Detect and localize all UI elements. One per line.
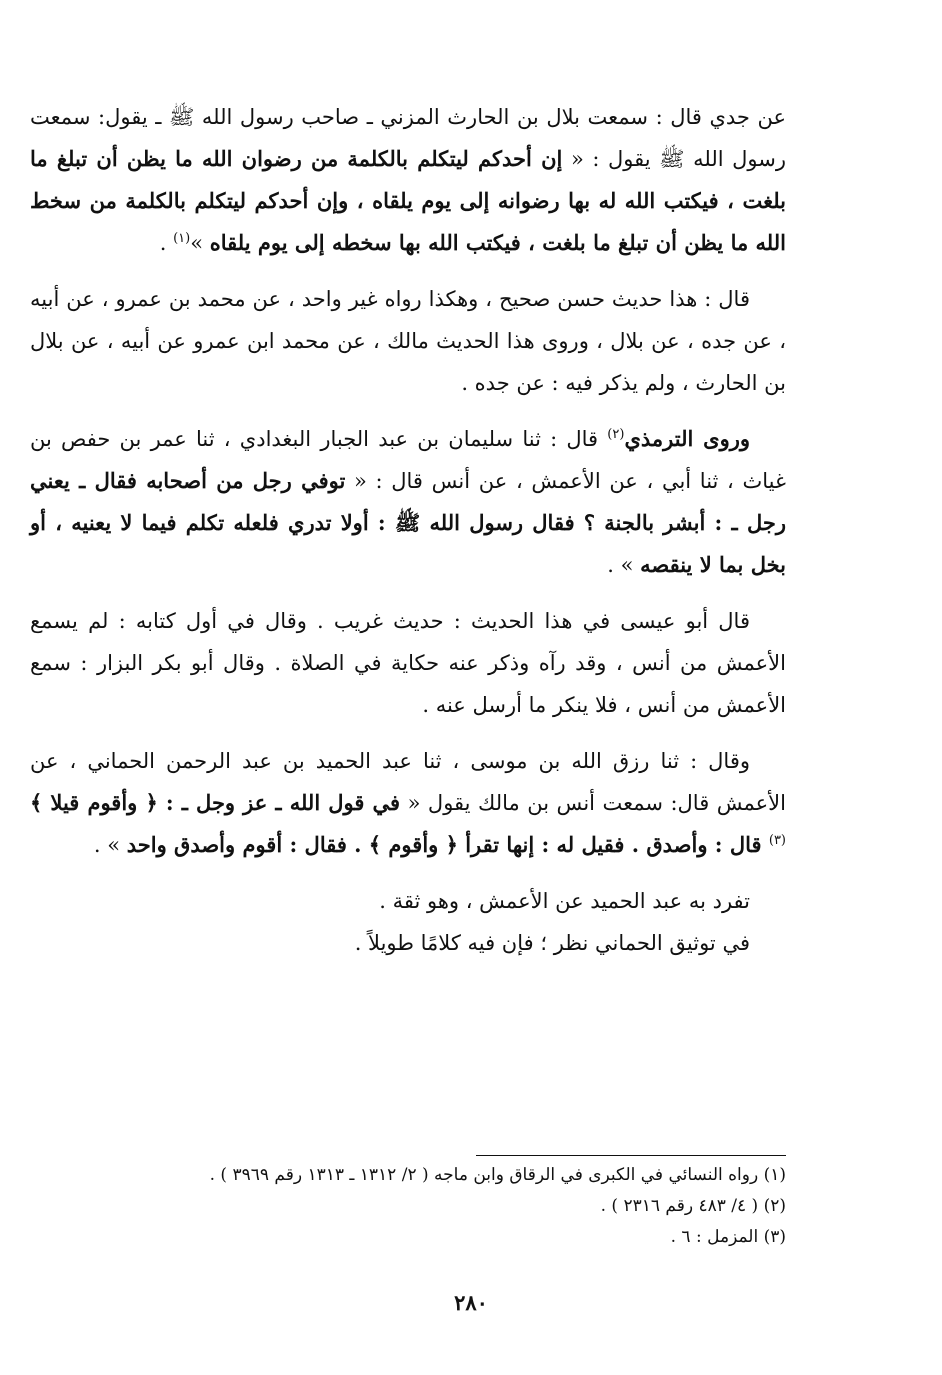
page-number: ٢٨٠ [454,1290,488,1315]
paragraph-1-intro: عن جدي قال : سمعت بلال بن الحارث المزني ـ صاحب رسول الله ﷺ ـ يقول: سمعت رسول الله ﷺ يقول : « [30,105,787,171]
paragraph-1 [30,96,786,264]
paragraph-3-end: » . [607,553,641,577]
paragraph-2-text: قال : هذا حديث حسن صحيح ، وهكذا رواه غير واحد ، عن محمد بن عمرو ، عن أبيه ، عن جده ، عن بلال ، وروى هذا الحديث مالك ، عن محمد ابن عمرو عن أبيه ، عن بلال بن الحارث ، ولم يذكر فيه : عن جده . [30,287,786,395]
paragraph-1-closing-quote: » [190,231,204,255]
paragraph-3 [30,418,786,586]
footnote-1: (١) رواه النسائي في الكبرى في الرقاق وابن ماجه ( ٢/ ١٣١٢ ـ ١٣١٣ رقم ٣٩٦٩ ) . [209,1165,786,1185]
paragraph-1-end: . [159,231,174,255]
footnote-2: (٢) ( ٤/ ٤٨٣ رقم ٢٣١٦ ) . [600,1196,786,1216]
footnote-divider [476,1155,786,1156]
paragraph-3-lead: وروى الترمذي [624,426,750,451]
footnote-3: (٣) المزمل : ٦ . [670,1227,786,1247]
paragraph-4 [30,600,786,726]
footnote-ref-1[interactable]: (١) [173,231,191,246]
paragraph-5-end: » . [93,833,127,857]
paragraph-5 [30,740,786,866]
paragraph-5-intro: وقال : ثنا رزق الله بن موسى ، ثنا عبد الحميد بن عبد الرحمن الحماني ، عن الأعمش قال: سمعت أنس بن مالك يقول « [30,749,786,815]
paragraph-5-hadith: في قول الله ـ عز وجل ـ : ﴿ وأقوم قيلا ﴾ [30,790,401,815]
paragraph-2 [30,278,786,404]
page-body [30,96,786,964]
paragraph-3-hadith: توفي رجل من أصحابه فقال ـ يعني رجل ـ : أبشر بالجنة ؟ فقال رسول الله ﷺ : أولا تدري فلعله تكلم فيما لا يعنيه ، أو بخل بما لا ينقصه [30,468,786,577]
closing-line-1: تفرد به عبد الحميد عن الأعمش ، وهو ثقة . [379,889,750,913]
footnote-ref-3[interactable]: (٣) [768,833,786,848]
closing-line-2: في توثيق الحماني نظر ؛ فإن فيه كلامًا طويلاً . [354,931,750,955]
paragraph-4-text: قال أبو عيسى في هذا الحديث : حديث غريب . وقال في أول كتابه : لم يسمع الأعمش من أنس ، وقد رآه وذكر عنه حكاية في الصلاة . وقال أبو بكر البزار : سمع الأعمش من أنس ، فلا ينكر ما أرسل عنه . [30,609,786,717]
paragraph-1-hadith: إن أحدكم ليتكلم بالكلمة من رضوان الله ما يظن أن تبلغ ما بلغت ، فيكتب الله له بها رضوانه إلى يوم يلقاه ، وإن أحدكم ليتكلم بالكلمة من سخط الله ما يظن أن تبلغ ما بلغت ، فيكتب الله بها سخطه إلى يوم يلقاه [30,146,786,255]
paragraph-3-intro: قال : ثنا سليمان بن عبد الجبار البغدادي ، ثنا عمر بن حفص بن غياث ، ثنا أبي ، عن الأعمش ، عن أنس قال : « [30,427,786,493]
footnotes [66,1160,786,1253]
footnote-ref-2[interactable]: (٢) [607,427,625,442]
paragraph-5-hadith-continued: قال : وأصدق . فقيل له : إنها تقرأ ﴿ وأقوم ﴾ . فقال : أقوم وأصدق واحد [126,832,769,857]
